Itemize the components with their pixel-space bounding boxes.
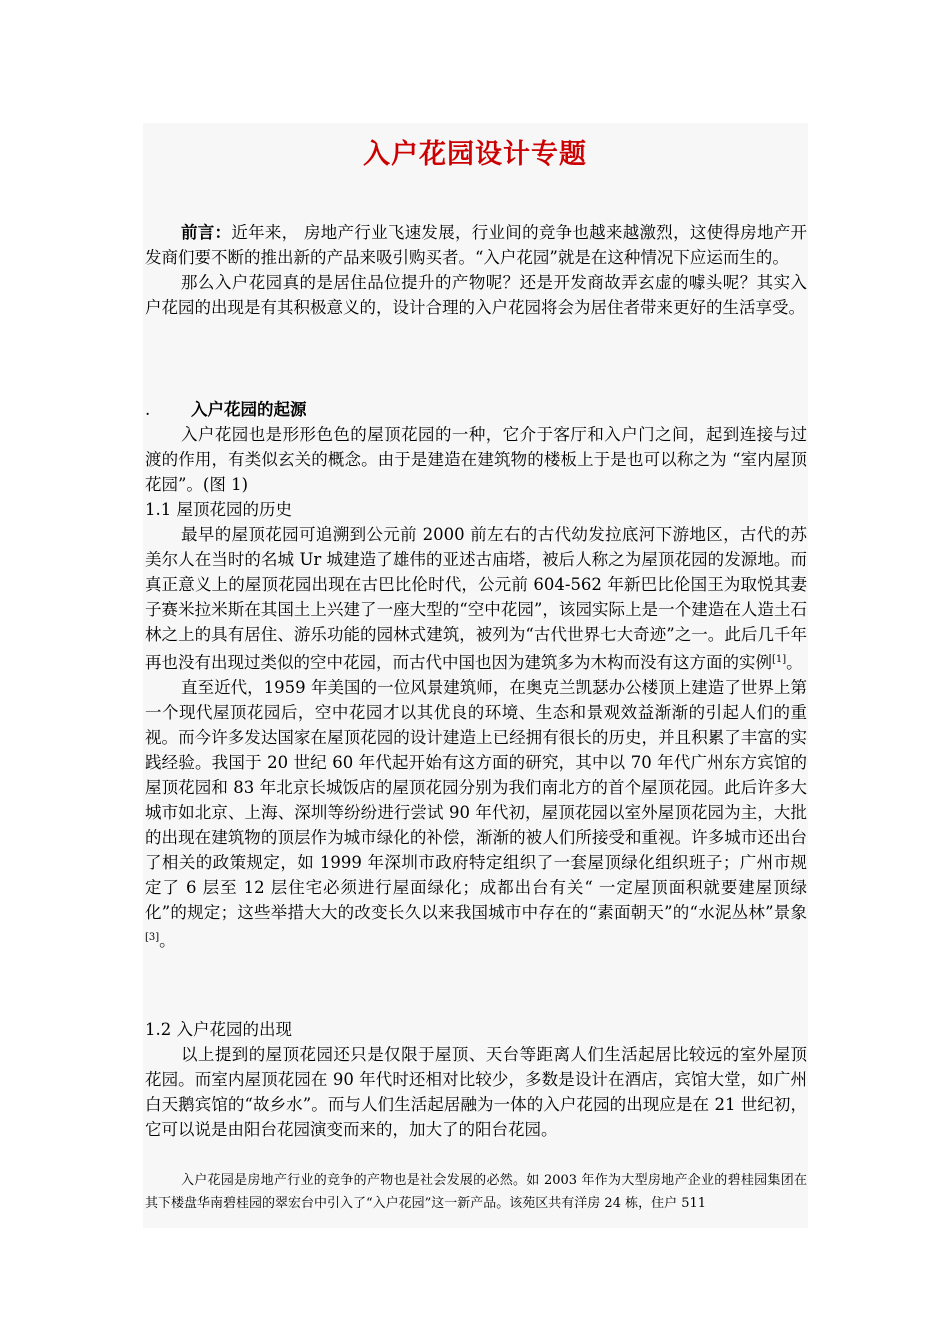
section-history-text-1: 最早的屋顶花园可追溯到公元前 2000 前左右的古代幼发拉底河下游地区，古代的苏美尔人在当时的名城 Ur 城建造了雄伟的亚述古庙塔，被后人称之为屋顶花园的发源地。而真正意义上的屋顶花园出现在古巴比伦时代，公元前 604-562 年新巴比伦国王为取悦其妻子赛米拉米斯在其国土上兴建了一座大型的“空中花园”，该园实际上是一个建造在人造土石林之上的具有居住、游乐功能的园林式建筑，被列为“古代世界七大奇迹”之一。此后几千年再也没有出现过类似的空中花园，而古代中国也因为建筑多为木构而没有这方面的实例	[145, 525, 807, 672]
page-title: 入户花园设计专题	[363, 139, 587, 170]
citation-1: [1]	[772, 654, 787, 665]
section-origin-heading: 入户花园的起源	[191, 400, 307, 419]
section-history-heading: 1.1 屋顶花园的历史	[145, 500, 292, 519]
section-emergence-paragraph-1: 以上提到的屋顶花园还只是仅限于屋顶、天台等距离人们生活起居比较远的室外屋顶花园。而室内屋顶花园在 90 年代时还相对比较少，多数是设计在酒店，宾馆大堂，如广州白天鹅宾馆的“故乡水”。而与人们生活起居融为一体的入户花园的出现应是在 21 世纪初，它可以说是由阳台花园演变而来的，加大了的阳台花园。	[145, 1045, 807, 1139]
preface-label: 前言：	[181, 223, 232, 242]
section-origin	[145, 397, 807, 497]
preface-paragraph-2: 那么入户花园真的是居住品位提升的产物呢？还是开发商故弄玄虚的噱头呢？其实入户花园的出现是有其积极意义的，设计合理的入户花园将会为居住者带来更好的生活享受。	[145, 273, 807, 317]
preface-paragraph-1	[145, 220, 807, 270]
section-emergence-paragraph-2	[145, 1169, 807, 1215]
section-history-paragraph-2	[145, 675, 807, 953]
section-origin-paragraph: 入户花园也是形形色色的屋顶花园的一种，它介于客厅和入户门之间，起到连接与过渡的作用，有类似玄关的概念。由于是建造在建筑物的楼板上于是也可以称之为 “室内屋顶花园”。(图 1)	[145, 425, 807, 494]
section-history-text-1-end: 。	[786, 653, 803, 672]
citation-3: [3]	[145, 932, 160, 943]
section-origin-heading-line	[145, 397, 807, 422]
section-emergence-text-2: 入户花园是房地产行业的竞争的产物也是社会发展的必然。如 2003 年作为大型房地产企业的碧桂园集团在其下楼盘华南碧桂园的翠宏台中引入了“入户花园”这一新产品。该苑区共有洋房 24 栋，住户 511	[145, 1173, 807, 1211]
preface-text-1: 近年来， 房地产行业飞速发展，行业间的竞争也越来越激烈，这使得房地产开发商们要不断的推出新的产品来吸引购买者。“入户花园”就是在这种情况下应运而生的。	[145, 223, 808, 267]
section-history-text-2: 直至近代，1959 年美国的一位风景建筑师，在奥克兰凯瑟办公楼顶上建造了世界上第一个现代屋顶花园后，空中花园才以其优良的环境、生态和景观效益渐渐的引起人们的重视。而今许多发达国家在屋顶花园的设计建造上已经拥有很长的历史，并且积累了丰富的实践经验。我国于 20 世纪 60 年代起开始有这方面的研究，其中以 70 年代广州东方宾馆的屋顶花园和 83 年北京长城饭店的屋顶花园分别为我们南北方的首个屋顶花园。此后许多大城市如北京、上海、深圳等纷纷进行尝试 90 年代初，屋顶花园以室外屋顶花园为主，大批的出现在建筑物的顶层作为城市绿化的补偿，渐渐的被人们所接受和重视。许多城市还出台了相关的政策规定，如 1999 年深圳市政府特定组织了一套屋顶绿化组织班子；广州市规定了 6 层至 12 层住宅必须进行屋面绿化；成都出台有关“ 一定屋顶面积就要建屋顶绿化”的规定；这些举措大大的改变长久以来我国城市中存在的“素面朝天”的“水泥丛林”景象	[145, 678, 807, 922]
section-emergence-heading: 1.2 入户花园的出现	[145, 1020, 292, 1039]
section-bullet: .	[145, 400, 151, 419]
section-history-paragraph-1	[145, 522, 807, 675]
section-history	[145, 497, 807, 953]
preface	[145, 220, 807, 320]
section-history-text-2-end: 。	[159, 931, 176, 950]
section-emergence	[145, 1017, 807, 1142]
